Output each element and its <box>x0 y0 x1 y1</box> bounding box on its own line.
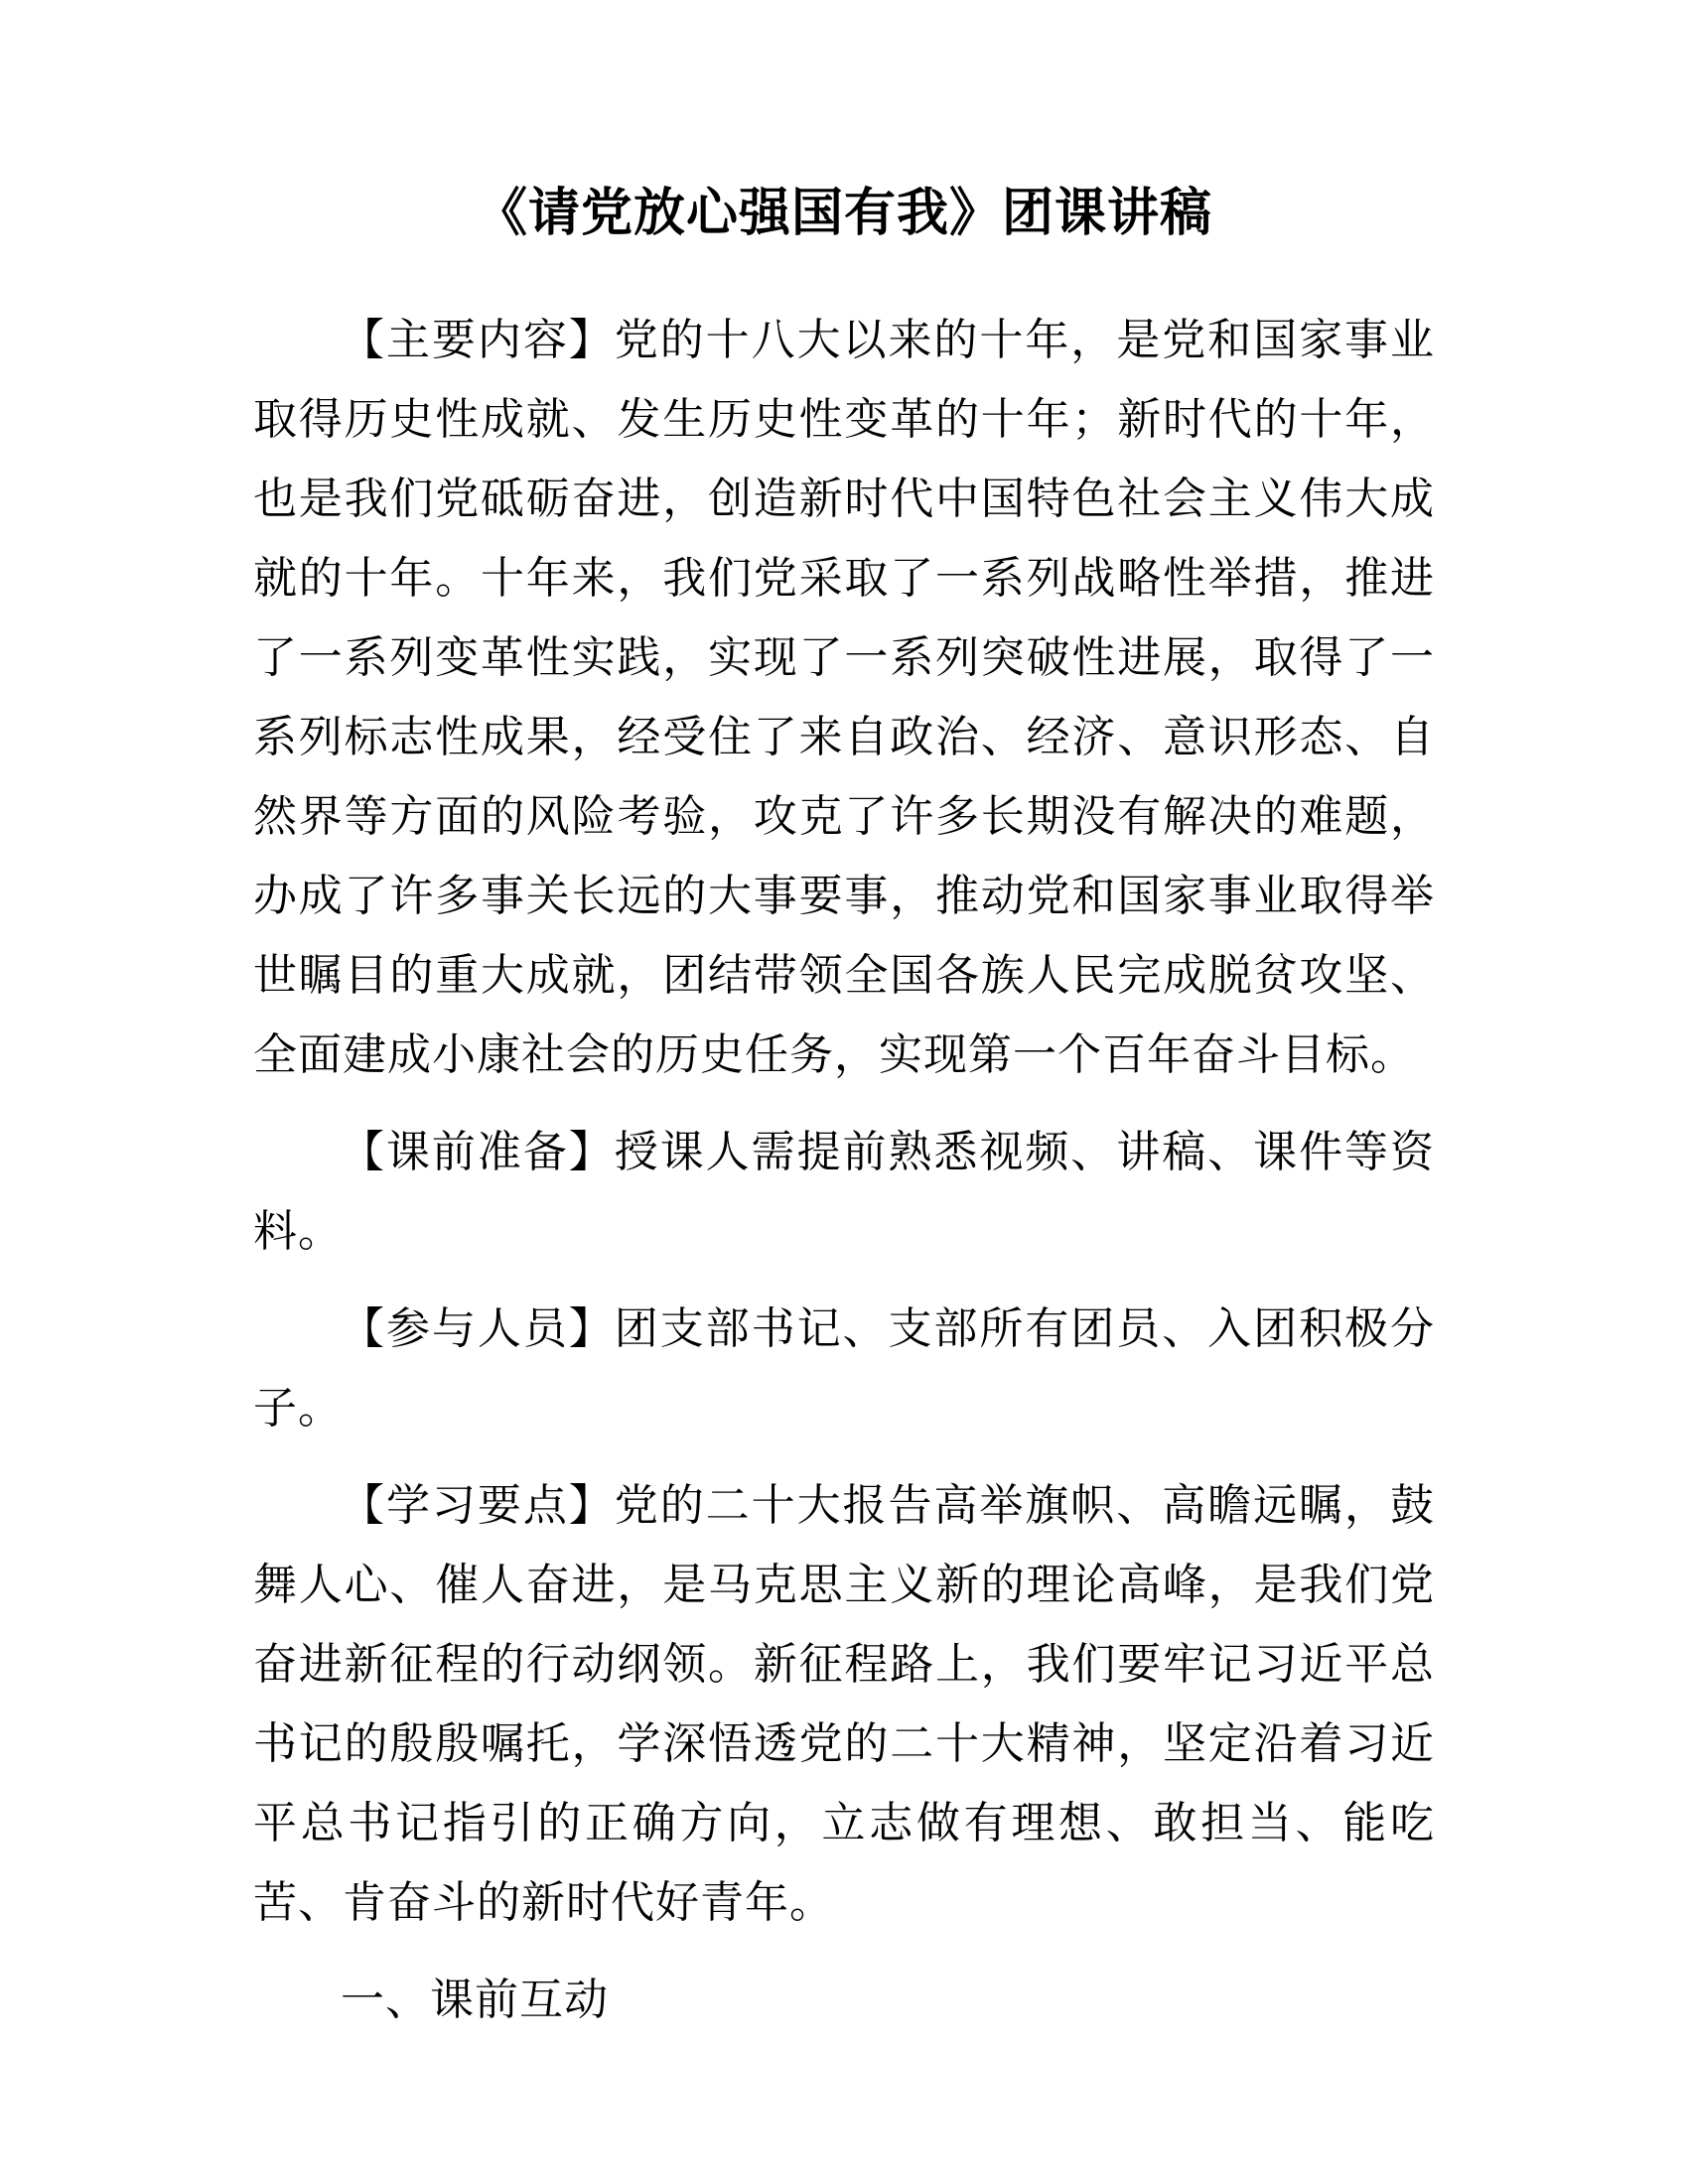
paragraph-main-content: 【主要内容】党的十八大以来的十年，是党和国家事业取得历史性成就、发生历史性变革的十年；新时代的十年，也是我们党砥砺奋进，创造新时代中国特色社会主义伟大成就的十年。十年来，我们党采取了一系列战略性举措，推进了一系列变革性实践，实现了一系列突破性进展，取得了一系列标志性成果，经受住了来自政治、经济、意识形态、自然界等方面的风险考验，攻克了许多长期没有解决的难题，办成了许多事关长远的大事要事，推动党和国家事业取得举世瞩目的重大成就，团结带领全国各族人民完成脱贫攻坚、全面建成小康社会的历史任务，实现第一个百年奋斗目标。 <box>253 316 1435 1079</box>
paragraph-learning-points: 【学习要点】党的二十大报告高举旗帜、高瞻远瞩，鼓舞人心、催人奋进，是马克思主义新的理论高峰，是我们党奋进新征程的行动纲领。新征程路上，我们要牢记习近平总书记的殷殷嘱托，学深悟透党的二十大精神，坚定沿着习近平总书记指引的正确方向，立志做有理想、敢担当、能吃苦、肯奋斗的新时代好青年。 <box>253 1481 1435 1927</box>
paragraph-class-preparation: 【课前准备】授课人需提前熟悉视频、讲稿、课件等资料。 <box>253 1128 1435 1256</box>
paragraph-participants: 【参与人员】团支部书记、支部所有团员、入团积极分子。 <box>253 1304 1435 1433</box>
document-title: 《请党放心强国有我》团课讲稿 <box>475 185 1212 242</box>
paragraph-section-heading: 一、课前互动 <box>341 1976 609 2024</box>
